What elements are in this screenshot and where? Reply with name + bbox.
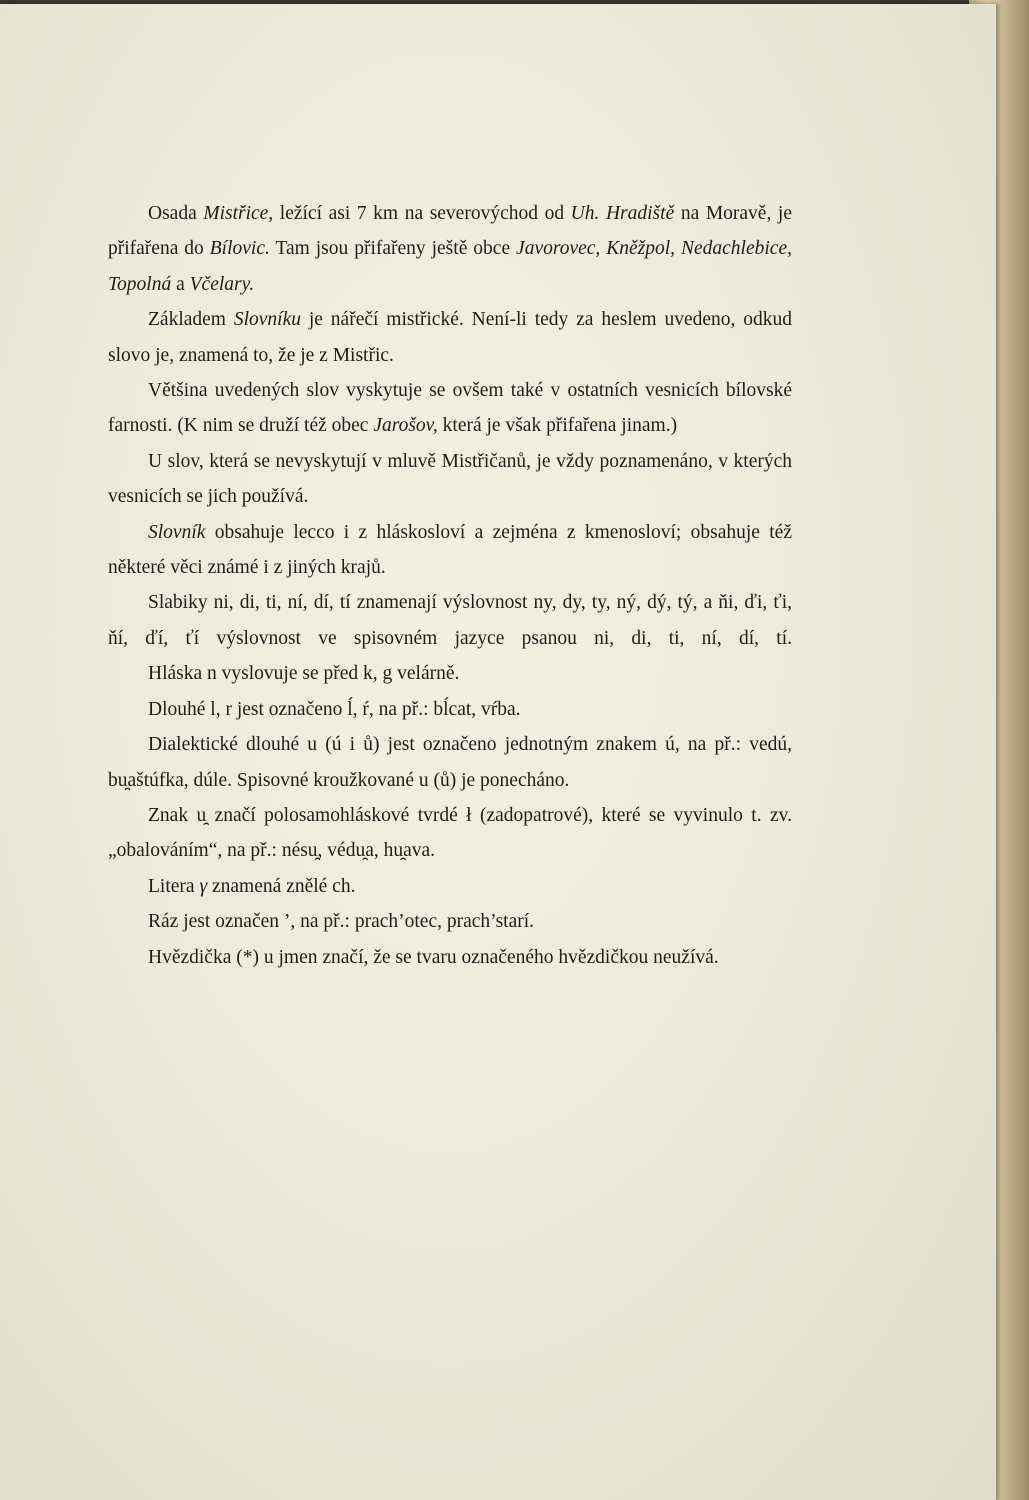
paragraph (108, 515, 792, 586)
text-run: Tam jsou přifařeny ještě obce (269, 238, 517, 260)
italic-text: Javorovec, Kněžpol, Nedachlebice, Topolná (108, 238, 792, 295)
text-run: Ráz jest označen ’, na př.: prach’otec, prach’starí. (148, 911, 535, 933)
text-run: Hvězdička (*) u jmen značí, že se tvaru označeného hvězdičkou neužívá. (148, 946, 719, 968)
italic-text: Slovníku (233, 309, 301, 331)
paragraph (108, 302, 792, 373)
paragraph (108, 727, 792, 798)
text-run: Dialektické dlouhé u (ú i ů) jest označeno jednotným znakem ú, na př.: vedú, bu̯aštúfka, dúle. Spisovné kroužkované u (ů) je ponecháno. (108, 734, 792, 791)
paragraph (108, 692, 792, 727)
text-run: Osada (148, 203, 204, 224)
text-run: znamená znělé ch. (207, 875, 356, 897)
paragraph (108, 869, 792, 904)
text-run: obsahuje lecco i z hláskosloví a zejména z kmenosloví; obsahuje též některé věci známé i z jiných krajů. (108, 521, 792, 579)
text-run: Základem (148, 309, 234, 331)
italic-text: Jarošov, (373, 415, 438, 437)
paragraph (108, 373, 792, 444)
paragraph (108, 904, 792, 939)
italic-text: Bílovic. (209, 238, 270, 260)
text-run: U slov, která se nevyskytují v mluvě Mistřičanů, je vždy poznamenáno, v kterých vesnicích se jich používá. (108, 450, 792, 508)
text-run: Znak u̯ značí polosamohláskové tvrdé ł (zadopatrové), které se vyvinulo t. zv. „obalováním“, na př.: nésu̯, védu̯a, hu̯ava. (108, 804, 792, 862)
body-text (108, 196, 792, 975)
text-run: a (171, 273, 190, 295)
text-run: Dlouhé l, r jest označeno ĺ, ŕ, na př.: bĺcat, vŕba. (148, 698, 521, 720)
text-run: na Moravě, je přifařena do (108, 203, 793, 260)
paragraph (108, 656, 792, 691)
italic-text: Včelary. (189, 273, 255, 295)
text-run: Slabiky ni, di, ti, ní, dí, tí znamenají výslovnost ny, dy, ty, ný, dý, tý, a ňi, ďi, ťi, ňí, ďí, ťí výslovnost ve spisovném jazyce psanou ni, di, ti, ní, dí, tí. (108, 592, 792, 649)
italic-text: γ (199, 875, 208, 897)
text-run: ležící asi 7 km na severovýchod od (273, 203, 571, 224)
paragraph (108, 196, 792, 302)
text-run: Většina uvedených slov vyskytuje se ovšem také v ostatních vesnicích bílovské farnosti. (K nim se druží též obec (108, 380, 792, 437)
paragraph (108, 585, 792, 656)
document-page (0, 4, 996, 1500)
paragraph (108, 940, 792, 975)
paragraph (108, 798, 792, 869)
text-run: Litera (148, 875, 200, 897)
paragraph (108, 444, 792, 515)
text-run: Hláska n vyslovuje se před k, g velárně. (148, 663, 460, 685)
italic-text: Slovník (148, 521, 206, 543)
italic-text: Mistřice, (203, 203, 274, 224)
text-run: která je však přifařena jinam.) (437, 415, 678, 437)
text-run: je nářečí mistřické. Není-li tedy za heslem uvedeno, odkud slovo je, znamená to, že je z Mistřic. (108, 309, 792, 366)
italic-text: Uh. Hradiště (570, 203, 675, 224)
